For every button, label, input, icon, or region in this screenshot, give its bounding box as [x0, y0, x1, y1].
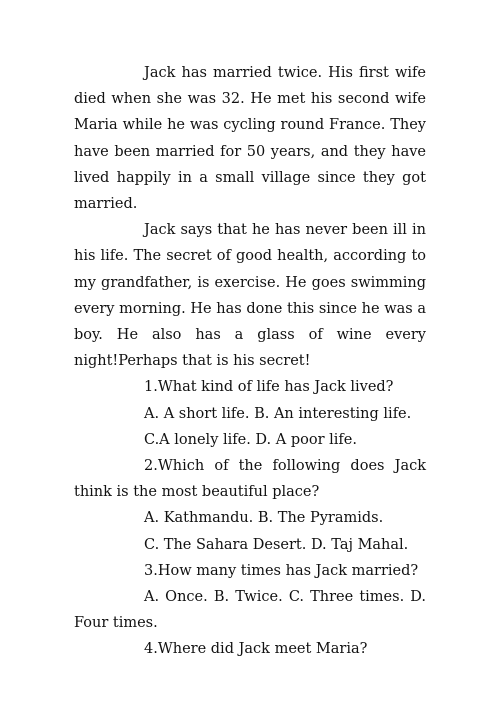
question-2-options-ab: A. Kathmandu. B. The Pyramids. [144, 510, 384, 527]
passage-paragraph-1: Jack has married twice. His first wife died when she was 32. He met his second wife Maria while he was cycling round France. They have been married for 50 years, and they have lived happily in a small village since they got married. [74, 65, 426, 213]
question-2-options-cd: C. The Sahara Desert. D. Taj Mahal. [144, 536, 409, 553]
question-4-stem: 4.Where did Jack meet Maria? [144, 641, 368, 658]
question-1-options-cd: C.A lonely life. D. A poor life. [144, 431, 357, 448]
question-3-stem: 3.How many times has Jack married? [144, 562, 419, 579]
question-1-options-ab: A. A short life. B. An interesting life. [144, 405, 412, 422]
question-1-stem: 1.What kind of life has Jack lived? [144, 379, 394, 396]
passage-paragraph-2: Jack says that he has never been ill in his life. The secret of good health, according to my grandfather, is exercise. He goes swimming every morning. He has done this since he was a boy. He also has a glass of wine every night!Perhaps that is his secret! [74, 222, 426, 370]
question-2-stem: 2.Which of the following does Jack think is the most beautiful place? [74, 458, 426, 501]
document-page [74, 60, 426, 663]
question-3-options: A. Once. B. Twice. C. Three times. D. Four times. [74, 589, 426, 632]
